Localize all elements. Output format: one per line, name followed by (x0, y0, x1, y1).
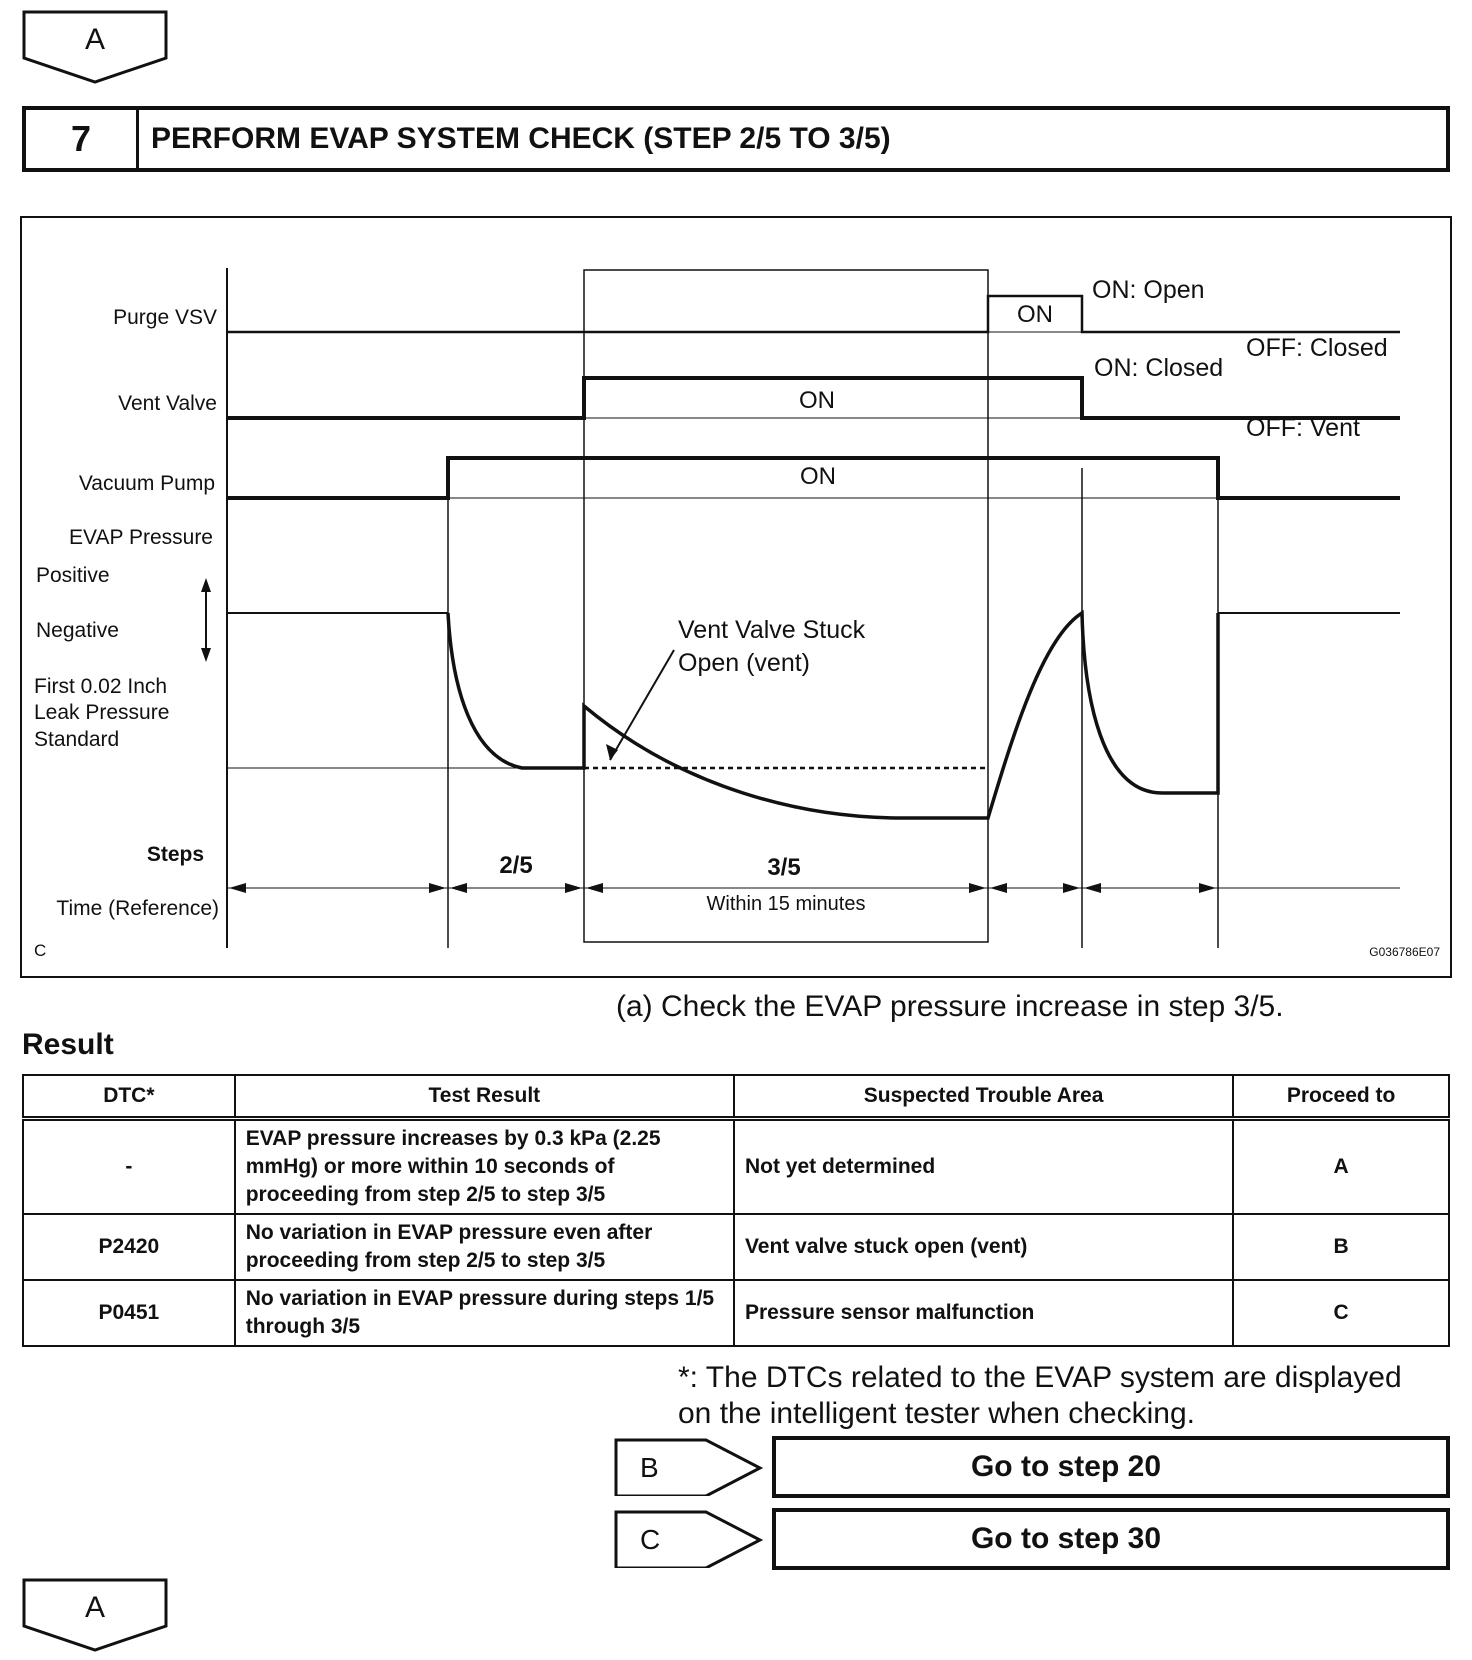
vent-on-state: ON: Closed (1094, 354, 1224, 382)
vent-off-state: OFF: Vent (1246, 414, 1360, 442)
cell-area: Vent valve stuck open (vent) (734, 1214, 1233, 1280)
timing-diagram-svg (22, 218, 1454, 980)
timing-diagram (20, 216, 1452, 978)
stuck-label-2: Open (vent) (678, 649, 811, 677)
cell-result: No variation in EVAP pressure even after proceeding from step 2/5 to step 3/5 (235, 1214, 734, 1280)
header-trouble-area: Suspected Trouble Area (734, 1075, 1233, 1119)
nav-a-top[interactable] (22, 10, 170, 84)
table-row (23, 1119, 1449, 1215)
arrowhead (969, 883, 986, 893)
goto-b-label: B (640, 1452, 659, 1483)
table-header-row (23, 1075, 1449, 1119)
nav-a-top-label: A (84, 23, 106, 56)
within-label: Within 15 minutes (706, 893, 866, 915)
arrowhead (1199, 883, 1216, 893)
label-time: Time (Reference) (56, 897, 219, 920)
table-row (23, 1214, 1449, 1280)
label-vacuum-pump: Vacuum Pump (78, 472, 215, 495)
stuck-arrow (610, 650, 674, 760)
arrowhead (1063, 883, 1080, 893)
vent-on-label: ON (799, 387, 835, 414)
nav-a-bottom-label: A (84, 1591, 106, 1624)
arrowhead (990, 883, 1007, 893)
header-test-result: Test Result (235, 1075, 734, 1119)
purge-vsv-signal (227, 296, 1400, 332)
goto-b-arrow[interactable] (614, 1438, 764, 1496)
step-3-5-label: 3/5 (767, 854, 801, 881)
goto-step-30[interactable]: Go to step 30 (772, 1508, 1450, 1570)
cell-dtc: P2420 (23, 1214, 235, 1280)
cell-dtc: - (23, 1119, 235, 1215)
label-leak-std-2: Leak Pressure (34, 701, 170, 724)
header-dtc: DTC* (23, 1075, 235, 1119)
label-leak-std-1: First 0.02 Inch (34, 675, 168, 698)
arrowhead (201, 578, 211, 592)
arrowhead (586, 883, 603, 893)
table-row (23, 1280, 1449, 1346)
arrowhead (229, 883, 246, 893)
nav-a-bottom[interactable] (22, 1578, 170, 1652)
note-a: (a) Check the EVAP pressure increase in step 3/5. (616, 990, 1284, 1023)
goto-c-label: C (640, 1524, 661, 1555)
label-purge-vsv: Purge VSV (113, 306, 217, 329)
step-2-5-label: 2/5 (499, 852, 533, 879)
label-steps: Steps (146, 843, 204, 866)
cell-result: No variation in EVAP pressure during steps 1/5 through 3/5 (235, 1280, 734, 1346)
purge-on-state: ON: Open (1092, 276, 1205, 304)
label-negative: Negative (36, 619, 119, 642)
cell-area: Not yet determined (734, 1119, 1233, 1215)
goto-c-arrow[interactable] (614, 1510, 764, 1568)
corner-label: C (34, 941, 47, 960)
label-leak-std-3: Standard (34, 728, 120, 751)
step-3-window (584, 270, 988, 942)
header-proceed: Proceed to (1233, 1075, 1449, 1119)
step-title: PERFORM EVAP SYSTEM CHECK (STEP 2/5 TO 3/5) (151, 122, 891, 155)
pump-on-label: ON (800, 463, 836, 490)
arrowhead (450, 883, 467, 893)
cell-proceed: C (1233, 1280, 1449, 1346)
step-number: 7 (26, 110, 139, 168)
result-heading: Result (22, 1028, 114, 1061)
purge-on-label: ON (1017, 301, 1053, 328)
cell-proceed: B (1233, 1214, 1449, 1280)
label-positive: Positive (36, 564, 110, 587)
arrowhead (1084, 883, 1101, 893)
label-evap-pressure: EVAP Pressure (69, 526, 213, 549)
cell-proceed: A (1233, 1119, 1449, 1215)
result-table (22, 1074, 1450, 1347)
cell-dtc: P0451 (23, 1280, 235, 1346)
cell-area: Pressure sensor malfunction (734, 1280, 1233, 1346)
step-header (22, 106, 1450, 172)
goto-step-20[interactable]: Go to step 20 (772, 1436, 1450, 1498)
arrowhead (565, 883, 582, 893)
purge-off-state: OFF: Closed (1246, 334, 1388, 362)
stuck-label-1: Vent Valve Stuck (678, 616, 866, 644)
figure-id: G036786E07 (1369, 945, 1440, 959)
label-vent-valve: Vent Valve (118, 392, 217, 415)
arrowhead (429, 883, 446, 893)
footnote: *: The DTCs related to the EVAP system are displayed on the intelligent tester when checking. (678, 1361, 1402, 1430)
arrowhead (201, 648, 211, 662)
cell-result: EVAP pressure increases by 0.3 kPa (2.25 mmHg) or more within 10 seconds of proceeding from step 2/5 to step 3/5 (235, 1119, 734, 1215)
